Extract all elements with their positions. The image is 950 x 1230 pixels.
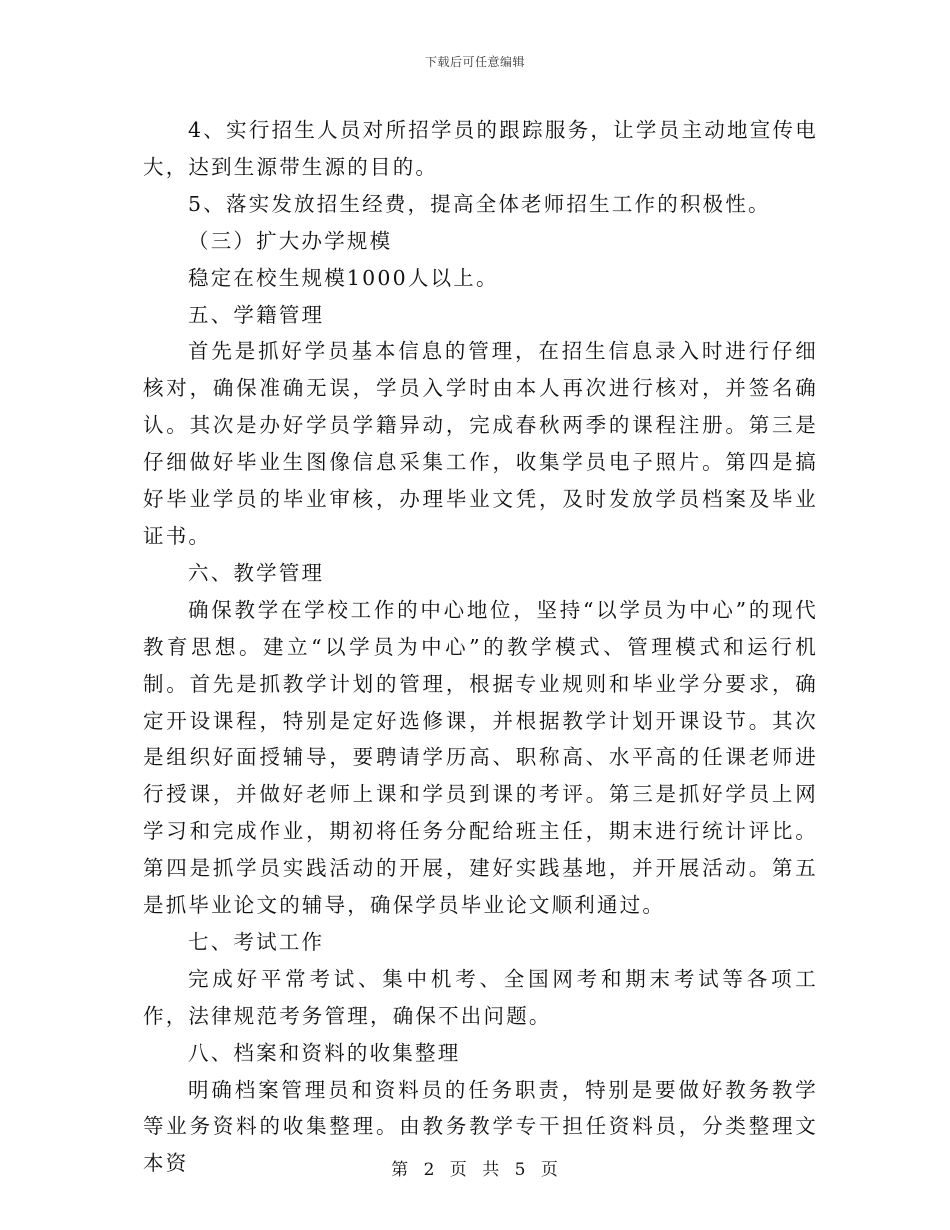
paragraph-teaching: 确保教学在学校工作的中心地位，坚持“以学员为中心”的现代教育思想。建立“以学员为中心”的教学模式、管理模式和运行机制。首先是抓教学计划的管理，根据专业规则和毕业学分要求，确定开设课程，特别是定好选修课，并根据教学计划开课设节。其次是组织好面授辅导，要聘请学历高、职称高、水平高的任课老师进行授课，并做好老师上课和学员到课的考评。第三是抓好学员上网学习和完成作业，期初将任务分配给班主任，期末进行统计评比。第四是抓学员实践活动的开展，建好实践基地，并开展活动。第五是抓毕业论文的辅导，确保学员毕业论文顺利通过。 — [143, 597, 818, 918]
paragraph-item-5: 5、落实发放招生经费，提高全体老师招生工作的积极性。 — [188, 191, 771, 216]
paragraph-exams: 完成好平常考试、集中机考、全国网考和期末考试等各项工作，法律规范考务管理，确保不出问题。 — [143, 966, 818, 1028]
footer-suffix: 页 — [540, 1160, 559, 1180]
paragraph-enrollment: 首先是抓好学员基本信息的管理，在招生信息录入时进行仔细核对，确保准确无误，学员入学时由本人再次进行核对，并签名确认。其次是办好学员学籍异动，完成春秋两季的课程注册。第三是仔细做好毕业生图像信息采集工作，收集学员电子照片。第四是搞好毕业学员的毕业审核，办理毕业文凭，及时发放学员档案及毕业证书。 — [143, 339, 818, 548]
footer-current-page: 2 — [423, 1160, 436, 1180]
paragraph-item-4: 4、实行招生人员对所招学员的跟踪服务，让学员主动地宣传电大，达到生源带生源的目的。 — [143, 118, 818, 179]
footer-prefix: 第 — [391, 1160, 410, 1180]
paragraph-scale: 稳定在校生规模1000人以上。 — [188, 265, 499, 290]
footer-page-word: 页 — [449, 1160, 468, 1180]
page-number-footer — [0, 1155, 950, 1180]
section-heading-teaching: 六、教学管理 — [188, 560, 325, 585]
header-note: 下载后可任意编辑 — [424, 55, 525, 69]
footer-total-word: 共 — [482, 1160, 501, 1180]
subheading-expand-scale: （三）扩大办学规模 — [188, 228, 393, 253]
section-heading-exams: 七、考试工作 — [188, 929, 325, 954]
footer-total-pages: 5 — [514, 1160, 527, 1180]
section-heading-enrollment: 五、学籍管理 — [188, 302, 325, 327]
document-body — [143, 112, 818, 1182]
section-heading-archives: 八、档案和资料的收集整理 — [188, 1040, 461, 1065]
paragraph-archives: 明确档案管理员和资料员的任务职责，特别是要做好教务教学等业务资料的收集整理。由教务教学专干担任资料员，分类整理文本资 — [143, 1077, 818, 1176]
